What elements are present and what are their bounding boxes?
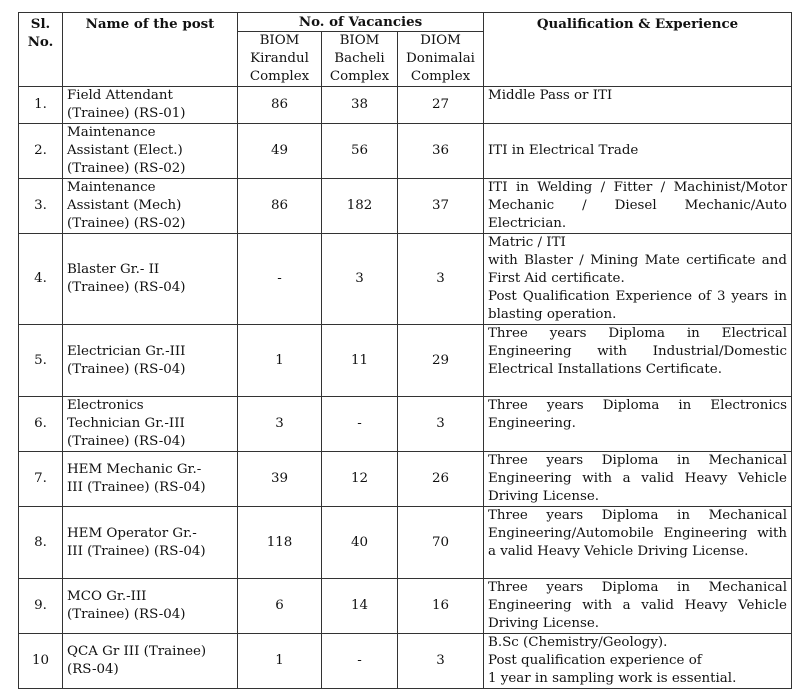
qualification-line: ITI in Welding / Fitter / Machinist/Motor Mechanic / Diesel Mechanic/Auto Electrician. xyxy=(488,180,787,231)
table-row xyxy=(19,634,792,689)
row-donimalai-count: 36 xyxy=(398,124,484,179)
row-post-name: Electrician Gr.-III (Trainee) (RS-04) xyxy=(63,325,238,397)
header-post-name xyxy=(63,13,238,87)
table-row xyxy=(19,325,792,397)
header-post-name-text: Name of the post xyxy=(85,16,215,32)
row-bacheli-count: 12 xyxy=(322,452,398,507)
row-donimalai-count: 29 xyxy=(398,325,484,397)
row-sl-no: 4. xyxy=(19,234,63,325)
qualification-line: B.Sc (Chemistry/Geology). xyxy=(488,635,668,650)
row-kirandul-count: 118 xyxy=(238,507,322,579)
row-donimalai-count: 16 xyxy=(398,579,484,634)
row-donimalai-count: 37 xyxy=(398,179,484,234)
qualification-line: Post Qualification Experience of 3 years in blasting operation. xyxy=(488,289,787,322)
row-post-name: HEM Mechanic Gr.- III (Trainee) (RS-04) xyxy=(63,452,238,507)
row-bacheli-count: 14 xyxy=(322,579,398,634)
row-kirandul-count: 49 xyxy=(238,124,322,179)
row-kirandul-count: - xyxy=(238,234,322,325)
row-sl-no: 6. xyxy=(19,397,63,452)
qualification-line: ITI in Electrical Trade xyxy=(488,143,639,158)
row-qualification xyxy=(484,234,792,325)
row-post-name: MCO Gr.-III (Trainee) (RS-04) xyxy=(63,579,238,634)
header-qualification-text: Qualification & Experience xyxy=(536,16,739,32)
header-sl-no xyxy=(19,13,63,87)
row-qualification xyxy=(484,452,792,507)
row-post-name: Blaster Gr.- II (Trainee) (RS-04) xyxy=(63,234,238,325)
header-qualification xyxy=(484,13,792,87)
row-donimalai-count: 26 xyxy=(398,452,484,507)
row-post-name: Maintenance Assistant (Mech) (Trainee) (RS-02) xyxy=(63,179,238,234)
header-vacancies xyxy=(238,13,484,32)
qualification-line: Three years Diploma in Electronics Engineering. xyxy=(488,398,787,431)
qualification-line: Three years Diploma in Mechanical Engineering with a valid Heavy Vehicle Driving License. xyxy=(488,453,787,504)
row-bacheli-count: - xyxy=(322,397,398,452)
row-donimalai-count: 70 xyxy=(398,507,484,579)
qualification-line: Three years Diploma in Electrical Engineering with Industrial/Domestic Electrical Installations Certificate. xyxy=(488,326,787,377)
row-bacheli-count: 11 xyxy=(322,325,398,397)
table-row xyxy=(19,87,792,124)
row-sl-no: 1. xyxy=(19,87,63,124)
row-qualification xyxy=(484,397,792,452)
qualification-line: Post qualification experience of xyxy=(488,653,702,668)
row-sl-no: 7. xyxy=(19,452,63,507)
header-kirandul: BIOM Kirandul Complex xyxy=(238,32,322,87)
row-sl-no: 10 xyxy=(19,634,63,689)
row-kirandul-count: 39 xyxy=(238,452,322,507)
row-kirandul-count: 86 xyxy=(238,87,322,124)
row-kirandul-count: 1 xyxy=(238,325,322,397)
qualification-line: Middle Pass or ITI xyxy=(488,88,613,103)
row-donimalai-count: 3 xyxy=(398,634,484,689)
row-sl-no: 3. xyxy=(19,179,63,234)
row-qualification xyxy=(484,634,792,689)
qualification-line: Three years Diploma in Mechanical Engineering/Automobile Engineering with a valid Heavy Vehicle Driving License. xyxy=(488,508,787,559)
row-bacheli-count: 38 xyxy=(322,87,398,124)
row-qualification xyxy=(484,579,792,634)
qualification-line: Three years Diploma in Mechanical Engineering with a valid Heavy Vehicle Driving License. xyxy=(488,580,787,631)
header-vacancies-text: No. of Vacancies xyxy=(298,14,423,30)
row-donimalai-count: 3 xyxy=(398,234,484,325)
row-post-name: Field Attendant (Trainee) (RS-01) xyxy=(63,87,238,124)
row-donimalai-count: 3 xyxy=(398,397,484,452)
header-sl-no-text: Sl. No. xyxy=(27,16,54,50)
qualification-line: Matric / ITI xyxy=(488,235,566,250)
row-bacheli-count: - xyxy=(322,634,398,689)
row-bacheli-count: 182 xyxy=(322,179,398,234)
row-sl-no: 5. xyxy=(19,325,63,397)
row-post-name: QCA Gr III (Trainee) (RS-04) xyxy=(63,634,238,689)
table-row xyxy=(19,397,792,452)
table-row xyxy=(19,124,792,179)
row-kirandul-count: 86 xyxy=(238,179,322,234)
row-kirandul-count: 6 xyxy=(238,579,322,634)
header-donimalai: DIOM Donimalai Complex xyxy=(398,32,484,87)
table-row xyxy=(19,179,792,234)
row-qualification xyxy=(484,325,792,397)
row-post-name: HEM Operator Gr.- III (Trainee) (RS-04) xyxy=(63,507,238,579)
table-row xyxy=(19,234,792,325)
qualification-line: 1 year in sampling work is essential. xyxy=(488,671,737,686)
row-post-name: Maintenance Assistant (Elect.) (Trainee) (RS-02) xyxy=(63,124,238,179)
qualification-line: with Blaster / Mining Mate certificate and First Aid certificate. xyxy=(488,253,787,286)
vacancy-table xyxy=(18,12,792,689)
table-row xyxy=(19,452,792,507)
row-bacheli-count: 40 xyxy=(322,507,398,579)
row-sl-no: 2. xyxy=(19,124,63,179)
row-qualification xyxy=(484,179,792,234)
row-bacheli-count: 56 xyxy=(322,124,398,179)
row-sl-no: 9. xyxy=(19,579,63,634)
row-kirandul-count: 3 xyxy=(238,397,322,452)
table-row xyxy=(19,579,792,634)
row-qualification xyxy=(484,87,792,124)
header-bacheli: BIOM Bacheli Complex xyxy=(322,32,398,87)
row-qualification xyxy=(484,507,792,579)
row-donimalai-count: 27 xyxy=(398,87,484,124)
row-qualification xyxy=(484,124,792,179)
row-sl-no: 8. xyxy=(19,507,63,579)
row-bacheli-count: 3 xyxy=(322,234,398,325)
row-post-name: Electronics Technician Gr.-III (Trainee) (RS-04) xyxy=(63,397,238,452)
table-row xyxy=(19,507,792,579)
row-kirandul-count: 1 xyxy=(238,634,322,689)
